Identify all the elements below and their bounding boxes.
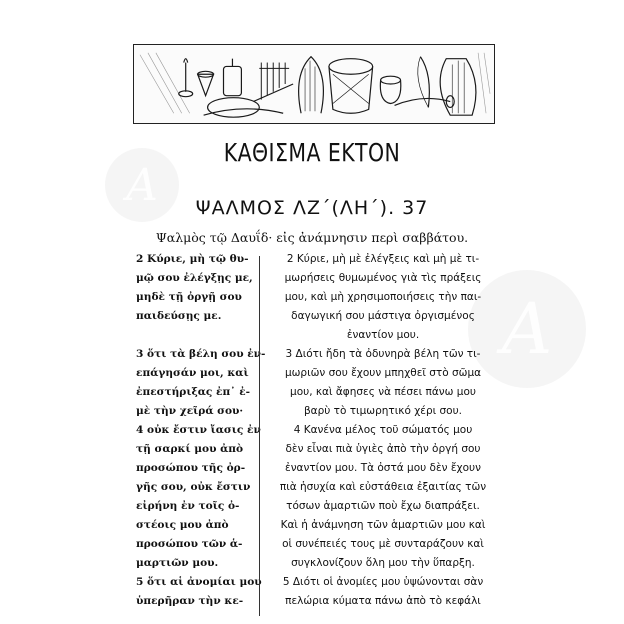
verse-line: παιδεύσῃς με. bbox=[136, 310, 222, 322]
verse-line: προσώπου τῆς ὀρ- bbox=[136, 462, 246, 474]
translation-line: τόσων ἁμαρτιῶν ποὺ ἔχω διαπράξει. bbox=[286, 500, 480, 512]
translation-line: ἐναντίον μου. Τὰ ὀστά μου δὲν ἔχουν bbox=[285, 462, 481, 474]
watermark-seal: Α bbox=[105, 148, 179, 222]
translation-line: μου, καὶ ἄφησες νὰ πέσει πάνω μου bbox=[290, 386, 476, 398]
verse-line: 4 οὐκ ἔστιν ἴασις ἐν bbox=[136, 424, 261, 436]
translation-line: πιὰ ἡσυχία καὶ εὐστάθεια ἐξαιτίας τῶν bbox=[279, 481, 487, 493]
verse-line: ὑπερῆραν τὴν κε- bbox=[136, 595, 244, 607]
translation-line: συγκλονίζουν ὅλη μου τὴν ὕπαρξη. bbox=[291, 557, 475, 569]
verse-line: προσώπου τῶν ἁ- bbox=[136, 538, 243, 550]
psalm-title: ΨΑΛΜΟΣ ΛΖ΄(ΛΗ΄). 37 bbox=[195, 197, 429, 219]
column-divider bbox=[259, 256, 260, 616]
verse-line: μὲ τὴν χεῖρά σου· bbox=[136, 405, 244, 417]
translation-line: 5 Διότι οἱ ἀνομίες μου ὑψώνονται σὰν bbox=[282, 576, 484, 588]
verse-stanza bbox=[136, 421, 261, 573]
section-heading: ΚΑΘΙΣΜΑ ΕΚΤΟΝ bbox=[223, 138, 401, 167]
musical-instruments-banner bbox=[133, 44, 495, 124]
verse-line: τῇ σαρκί μου ἀπὸ bbox=[136, 443, 244, 455]
translation-line: πελώρια κύματα πάνω ἀπὸ τὸ κεφάλι bbox=[285, 595, 481, 607]
original-text-column bbox=[136, 250, 266, 611]
translation-line: μου, καὶ μὴ χρησιμοποιήσεις τὴν παι- bbox=[284, 291, 482, 303]
verse-line: μαρτιῶν μου. bbox=[136, 557, 219, 569]
verse-line: μηδὲ τῇ ὀργῇ σου bbox=[136, 291, 242, 303]
verse-stanza bbox=[136, 250, 253, 326]
translation-line: 3 Διότι ἤδη τὰ ὀδυνηρὰ βέλη τῶν τι- bbox=[285, 348, 481, 360]
verse-line: 5 ὅτι αἱ ἀνομίαι μου bbox=[136, 576, 262, 588]
translation-line: 2 Κύριε, μὴ μὲ ἐλέγξεις καὶ μὴ μὲ τι- bbox=[286, 253, 480, 265]
translation-line: βαρὺ τὸ τιμωρητικό χέρι σου. bbox=[303, 405, 463, 417]
translation-line: 4 Κανένα μέλος τοῦ σώματός μου bbox=[293, 424, 473, 436]
verse-stanza bbox=[136, 573, 262, 611]
verse-line: μῷ σου ἐλέγξῃς με, bbox=[136, 272, 253, 284]
translation-line: ἐναντίον μου. bbox=[346, 329, 420, 341]
musical-instruments-icon bbox=[134, 45, 494, 123]
translation-line: δαγωγική σου μάστιγα ὀργισμένος bbox=[291, 310, 475, 322]
verse-line: 2 Κύριε, μὴ τῷ θυ- bbox=[136, 253, 249, 265]
translation-line: δὲν εἶναι πιὰ ὑγιὲς ἀπὸ τὴν ὀργή σου bbox=[285, 443, 481, 455]
verse-line: επάγησάν μοι, καὶ bbox=[136, 367, 249, 379]
verse-line: στέοις μου ἀπὸ bbox=[136, 519, 229, 531]
verse-stanza bbox=[136, 345, 266, 421]
translation-line: Καὶ ἡ ἀνάμνηση τῶν ἁμαρτιῶν μου καὶ bbox=[280, 519, 486, 531]
watermark-seal: Α bbox=[468, 270, 586, 388]
translation-line: μωρήσεις θυμωμένος γιὰ τὶς πράξεις bbox=[284, 272, 482, 284]
translation-line: οἱ συνέπειές τους μὲ συνταράζουν καὶ bbox=[282, 538, 484, 550]
verse-line: γῆς σου, οὐκ ἔστιν bbox=[136, 481, 251, 493]
translation-line: μωριῶν σου ἔχουν μπηχθεῖ στὸ σῶμα bbox=[284, 367, 482, 379]
psalm-subtitle: Ψαλμὸς τῷ Δαυΐδ· εἰς ἀνάμνησιν περὶ σαββάτου. bbox=[155, 230, 469, 245]
verse-line: 3 ὅτι τὰ βέλη σου ἐν- bbox=[136, 348, 266, 360]
translation-column bbox=[268, 250, 498, 611]
verse-line: εἰρήνη ἐν τοῖς ὀ- bbox=[136, 500, 240, 512]
verse-line: ἐπεστήριξας ἐπ᾿ ἐ- bbox=[136, 386, 251, 398]
